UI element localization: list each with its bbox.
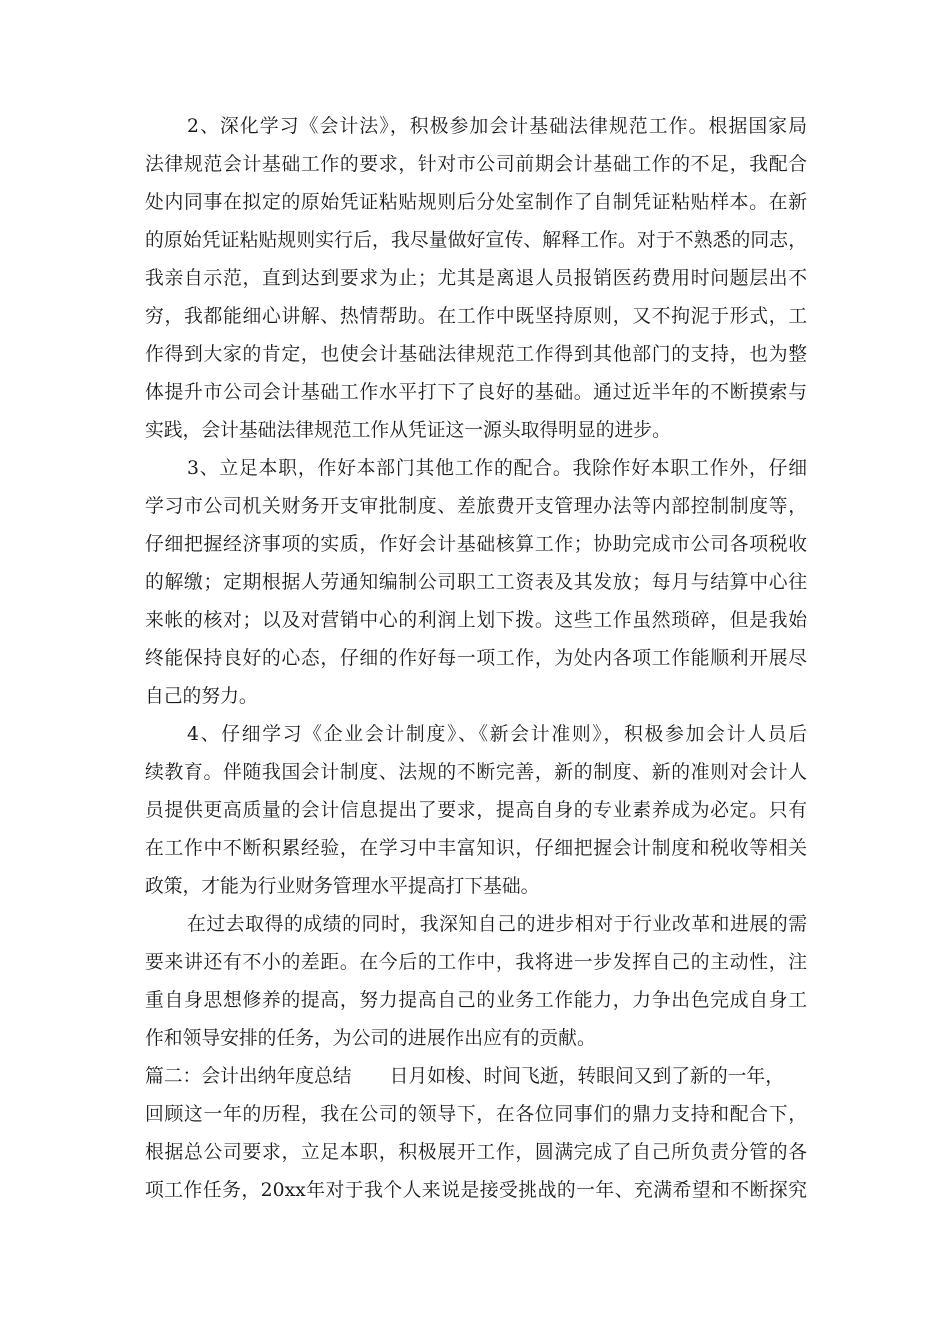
- paragraph-para-2: [145, 108, 807, 450]
- text-line: 学习市公司机关财务开支审批制度、差旅费开支管理办法等内部控制制度等，: [145, 496, 807, 517]
- section-two-first-line: [145, 1058, 807, 1096]
- text-line: 在过去取得的成绩的同时，我深知自己的进步相对于行业改革和进展的需: [187, 914, 807, 935]
- text-line: 政策，才能为行业财务管理水平提高打下基础。: [145, 876, 540, 897]
- text-line: 实践，会计基础法律规范工作从凭证这一源头取得明显的进步。: [145, 420, 671, 441]
- section-first-line-text: 日月如梭、时间飞逝，转眼间又到了新的一年，: [389, 1066, 784, 1087]
- text-line: 我亲自示范，直到达到要求为止；尤其是离退人员报销医药费用时问题层出不: [145, 268, 807, 289]
- text-line: 3、立足本职，作好本部门其他工作的配合。我除作好本职工作外，仔细: [187, 458, 807, 479]
- text-line: 的原始凭证粘贴规则实行后，我尽量做好宣传、解释工作。对于不熟悉的同志，: [145, 230, 807, 251]
- text-line: 根据总公司要求，立足本职，积极展开工作，圆满完成了自己所负责分管的各: [145, 1142, 807, 1163]
- text-line: 来帐的核对；以及对营销中心的利润上划下拨。这些工作虽然琐碎，但是我始: [145, 610, 807, 631]
- section-two: [145, 1058, 807, 1210]
- document-body: [145, 108, 807, 1210]
- text-line: 回顾这一年的历程，我在公司的领导下，在各位同事们的鼎力支持和配合下，: [145, 1104, 807, 1125]
- text-line: 体提升市公司会计基础工作水平打下了良好的基础。通过近半年的不断摸索与: [145, 382, 807, 403]
- text-line: 处内同事在拟定的原始凭证粘贴规则后分处室制作了自制凭证粘贴样本。在新: [145, 192, 807, 213]
- text-line: 2、深化学习《会计法》，积极参加会计基础法律规范工作。根据国家局: [187, 116, 807, 137]
- text-line: 重自身思想修养的提高，努力提高自己的业务工作能力，力争出色完成自身工: [145, 990, 807, 1011]
- text-line: 要来讲还有不小的差距。在今后的工作中，我将进一步发挥自己的主动性，注: [145, 952, 807, 973]
- text-line: 的解缴；定期根据人劳通知编制公司职工工资表及其发放；每月与结算中心往: [145, 572, 807, 593]
- text-line: 自己的努力。: [145, 686, 258, 707]
- text-line: 法律规范会计基础工作的要求，针对市公司前期会计基础工作的不足，我配合: [145, 154, 807, 175]
- text-line: 作和领导安排的任务，为公司的进展作出应有的贡献。: [145, 1028, 596, 1049]
- text-line: 项工作任务，20xx年对于我个人来说是接受挑战的一年、充满希望和不断探究: [145, 1180, 807, 1201]
- paragraph-para-3: [145, 450, 807, 716]
- text-line: 在工作中不断积累经验，在学习中丰富知识，仔细把握会计制度和税收等相关: [145, 838, 807, 859]
- section-heading: 篇二：会计出纳年度总结: [145, 1066, 352, 1087]
- paragraph-para-4: [145, 716, 807, 906]
- text-line: 员提供更高质量的会计信息提出了要求，提高自身的专业素养成为必定。只有: [145, 800, 807, 821]
- text-line: 续教育。伴随我国会计制度、法规的不断完善，新的制度、新的准则对会计人: [145, 762, 807, 783]
- text-line: 作得到大家的肯定，也使会计基础法律规范工作得到其他部门的支持，也为整: [145, 344, 807, 365]
- paragraph-para-conclusion: [145, 906, 807, 1058]
- text-line: 穷，我都能细心讲解、热情帮助。在工作中既坚持原则，又不拘泥于形式，工: [145, 306, 807, 327]
- text-line: 4、仔细学习《企业会计制度》、《新会计准则》，积极参加会计人员后: [187, 724, 807, 745]
- text-line: 仔细把握经济事项的实质，作好会计基础核算工作；协助完成市公司各项税收: [145, 534, 807, 555]
- text-line: 终能保持良好的心态，仔细的作好每一项工作，为处内各项工作能顺利开展尽: [145, 648, 807, 669]
